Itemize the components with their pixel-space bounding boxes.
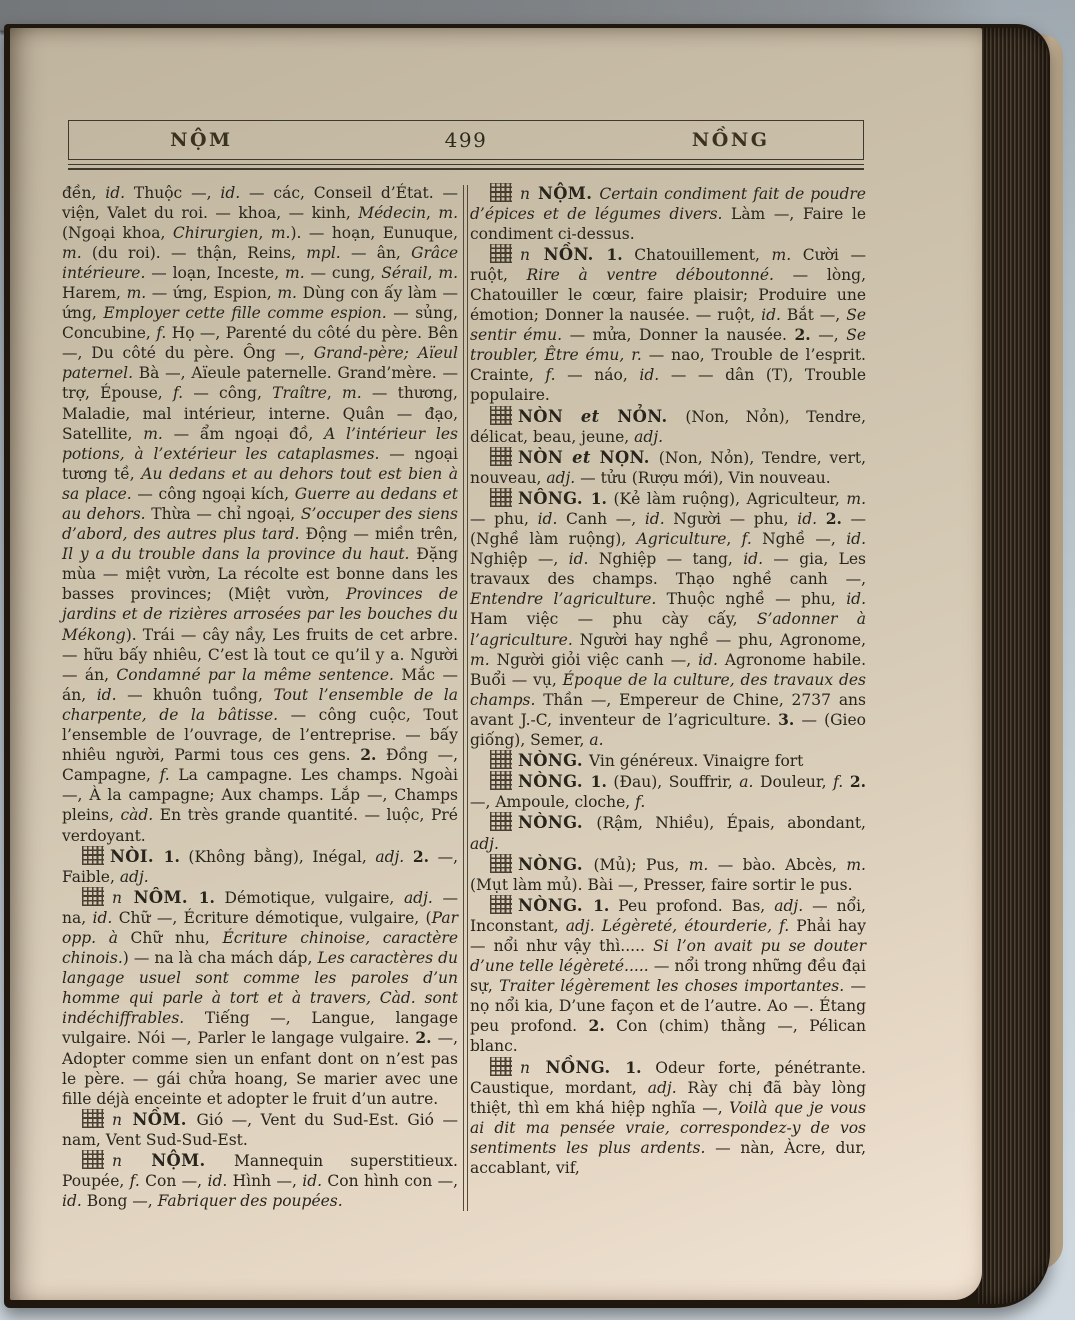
nom-marker: n bbox=[112, 888, 132, 907]
text-run: —, Ampoule, cloche, bbox=[470, 793, 636, 812]
text-run: Médecin bbox=[358, 203, 427, 222]
hanzi-character bbox=[490, 812, 512, 831]
dictionary-entry bbox=[62, 1109, 458, 1150]
text-run: f. bbox=[156, 324, 167, 343]
text-run: id. bbox=[96, 685, 117, 704]
text-run: Nghiệp —, bbox=[470, 550, 569, 569]
text-run: — công cuộc, Tout l’ensemble de l’ouvrage, de l’entreprise. — bấy nhiêu người, Parmi tous ces gens. bbox=[62, 705, 458, 765]
text-run: 1. bbox=[606, 244, 623, 264]
text-run: S’occuper des siens d’abord, des autres plus tard. bbox=[62, 505, 458, 544]
text-run: m. bbox=[846, 855, 866, 874]
text-run: — gia, Les travaux des champs. Thạo nghề canh —, bbox=[470, 550, 867, 589]
text-run: m. bbox=[285, 263, 305, 282]
text-run: id. bbox=[846, 530, 866, 549]
text-run: 1. bbox=[593, 895, 610, 915]
headword bbox=[518, 489, 591, 508]
text-run: 1. bbox=[163, 846, 180, 866]
text-run: — công ngoại kích, bbox=[131, 484, 295, 503]
text-run: id. bbox=[92, 908, 113, 927]
text-run: Người — phu, bbox=[664, 510, 798, 528]
text-run: Employer cette fille comme espion. bbox=[103, 304, 387, 323]
text-run: et bbox=[580, 406, 600, 426]
text-run bbox=[409, 344, 418, 362]
text-run: (Mủ); Pus, bbox=[593, 855, 689, 874]
text-run: S’adonner à l’agriculture. bbox=[470, 610, 866, 649]
text-run: — tửu (Rượu mới), Vin nouveau. bbox=[575, 468, 831, 487]
text-run: adj. bbox=[774, 896, 804, 915]
headword bbox=[132, 1110, 196, 1129]
text-run: , bbox=[426, 203, 439, 222]
text-run: f. bbox=[833, 773, 844, 792]
text-run: Condamné par la même sentence. bbox=[116, 665, 394, 684]
continuation-paragraph bbox=[62, 183, 458, 846]
text-run: 3. bbox=[778, 709, 795, 729]
entry-body bbox=[62, 889, 458, 1108]
text-run: Đồng —, Campagne, bbox=[62, 746, 458, 785]
text-run: — nổi trong những đều đại sự, bbox=[470, 957, 866, 996]
text-run: 2. bbox=[415, 1028, 432, 1048]
headword bbox=[546, 1058, 626, 1077]
text-run: — bào. Abcès, bbox=[708, 855, 847, 874]
entry-body bbox=[62, 184, 458, 845]
text-run: — ứng, Espion, bbox=[146, 283, 278, 302]
text-run: — thương, Maladie, mal intérieur, interne. Quân — đạo, Satellite, bbox=[62, 384, 458, 443]
text-run: NÒI. bbox=[110, 846, 164, 866]
dictionary-entry bbox=[62, 846, 458, 887]
dictionary-entry bbox=[470, 895, 866, 1057]
text-run: Odeur forte, pénétrante. Caustique, mordant, bbox=[470, 1058, 866, 1097]
text-run: Gió —, Vent du Sud-Est. Gió — nam, Vent Sud-Sud-Est. bbox=[62, 1110, 458, 1149]
text-run: m. bbox=[688, 855, 709, 874]
nom-marker: n bbox=[520, 245, 542, 264]
text-run: f. bbox=[129, 1172, 140, 1191]
text-run: Mắc — án, bbox=[62, 665, 458, 704]
headword bbox=[544, 245, 607, 264]
text-run: Tout l’ensemble de la charpente, de la bâtisse. bbox=[62, 685, 459, 724]
headword bbox=[134, 888, 199, 907]
text-run: — náo, bbox=[555, 366, 640, 385]
entry-body bbox=[470, 246, 866, 405]
text-run: Fabriquer des poupées. bbox=[157, 1192, 343, 1211]
entry-body bbox=[470, 490, 866, 749]
text-run: — các, Conseil d’État. — viện, Valet du roi. — khoa, — kinh, bbox=[62, 183, 459, 222]
text-columns bbox=[62, 183, 868, 1212]
headword bbox=[518, 896, 593, 915]
text-run bbox=[404, 848, 413, 866]
text-run: ) — na là cha mách dáp, bbox=[122, 949, 318, 968]
text-run: Il y a du trouble dans la province du haut. bbox=[62, 545, 410, 564]
text-run: Người hay nghề — phu, Agronome, bbox=[572, 630, 866, 649]
text-run: Se troubler, Être ému, r. bbox=[470, 326, 866, 365]
text-run: Si l’on avait pu se douter d’une telle légèreté..... bbox=[470, 936, 866, 976]
text-run: đền, bbox=[62, 183, 106, 202]
text-run: f. bbox=[741, 530, 752, 549]
text-run: Certain condiment fait de poudre d’épices et de légumes divers. bbox=[470, 184, 866, 223]
hanzi-character bbox=[82, 1109, 104, 1128]
text-run: f. bbox=[172, 384, 184, 403]
text-run: NÒN bbox=[518, 406, 581, 426]
text-run: Démotique, vulgaire, bbox=[214, 888, 404, 907]
hanzi-character bbox=[490, 406, 512, 425]
column-divider bbox=[463, 185, 468, 1212]
text-run: Thuộc —, bbox=[125, 183, 221, 202]
text-run: NÒNG. bbox=[518, 772, 591, 792]
text-run: id. bbox=[537, 510, 558, 528]
text-run: — loạn, Inceste, bbox=[145, 263, 286, 282]
text-run: adj. bbox=[647, 1078, 677, 1097]
hanzi-character bbox=[490, 771, 512, 790]
text-run: Voilà que je vous ai dit ma pensée vraie, correspondez-y de vos sentiments les plus ardents. bbox=[470, 1098, 866, 1157]
text-run: 1. bbox=[198, 887, 215, 907]
text-run: Par opp. à bbox=[62, 908, 458, 947]
text-run: — — dân (T), Trouble populaire. bbox=[470, 366, 866, 405]
text-run: Dùng con ấy làm — ứng, bbox=[62, 283, 458, 323]
text-run: Les caractères du langage usuel sont comme les paroles d’un homme qui parle à tort et à travers, Càd. sont indéchiffrables. bbox=[62, 949, 458, 1028]
text-run: Chatouillement, bbox=[622, 245, 772, 264]
text-run: — công, bbox=[183, 384, 273, 403]
text-run: Con (chim) thằng —, Pélican blanc. bbox=[470, 1017, 867, 1056]
text-run: Époque de la culture, des travaux des champs. bbox=[470, 670, 867, 709]
text-run: NỘM. bbox=[151, 1151, 235, 1170]
text-run: — ân, bbox=[340, 243, 412, 262]
text-run: m. bbox=[143, 424, 163, 443]
text-run: NÒN bbox=[518, 447, 573, 467]
text-run: , bbox=[726, 530, 742, 549]
text-run: f. bbox=[635, 793, 646, 812]
text-run: NÔNG. bbox=[518, 488, 591, 508]
text-run: 2. bbox=[588, 1016, 605, 1036]
text-run: adj. bbox=[470, 834, 499, 853]
headword bbox=[538, 184, 599, 203]
text-run: , bbox=[258, 223, 271, 242]
text-run: id. bbox=[220, 183, 241, 202]
text-run: , bbox=[427, 263, 439, 282]
text-run: Vin généreux. Vinaigre fort bbox=[589, 752, 804, 771]
text-run: — lòng, Chatouiller le cœur, faire plaisir; Produire une émotion; Donner la nausée. — ruột, bbox=[470, 265, 866, 325]
text-run: a. bbox=[589, 731, 604, 750]
text-run: NÒNG. bbox=[518, 751, 590, 771]
text-run: Họ —, Parenté du côté du père. Bên —, Du côté du père. Ông —, bbox=[62, 324, 458, 363]
dictionary-entry bbox=[470, 1057, 866, 1179]
text-run: id. bbox=[761, 306, 781, 325]
dictionary-entry bbox=[470, 447, 866, 488]
text-run: Cười — ruột, bbox=[470, 245, 866, 284]
page-fore-edge bbox=[978, 28, 1048, 1304]
text-run: adj. bbox=[403, 888, 433, 907]
text-run: id. bbox=[207, 1172, 228, 1191]
text-run: NỒNG. bbox=[545, 1057, 626, 1077]
text-run: —, Faible, bbox=[62, 847, 458, 886]
text-run: NỒN. bbox=[543, 244, 607, 264]
text-run: En très grande quantité. — luộc, Pré verdoyant. bbox=[62, 806, 458, 845]
text-run: NỘM. bbox=[537, 183, 600, 203]
nom-marker: n bbox=[112, 1110, 131, 1129]
text-run: — khuôn tuồng, bbox=[116, 685, 274, 704]
header-rule bbox=[68, 164, 864, 170]
text-run: m. bbox=[846, 489, 866, 508]
text-run: (Không bằng), Inégal, bbox=[179, 847, 376, 866]
text-run: Rire à ventre déboutonné. bbox=[526, 265, 774, 284]
text-run: — ngoại tương tề, bbox=[62, 444, 458, 483]
text-run: Grand-père; bbox=[313, 344, 409, 363]
text-run: NÒNG. bbox=[518, 813, 597, 833]
text-run: m. bbox=[470, 650, 490, 669]
text-run: (Non, Nỏn), Tendre, vert, nouveau, bbox=[470, 448, 867, 487]
text-run: adj. bbox=[565, 916, 595, 935]
text-run: — nọ nổi kia, D’une façon et de l’autre. Ao —. Étang peu profond. bbox=[470, 977, 866, 1036]
text-run: Đặng mùa — miệt vườn, La récolte est bonne dans les basses provinces; (Miệt vườn, bbox=[62, 545, 458, 604]
running-head-box bbox=[68, 120, 864, 160]
headword bbox=[518, 751, 589, 770]
headword bbox=[518, 448, 659, 467]
text-run: id. bbox=[302, 1172, 323, 1191]
text-run: Peu profond. Bas, bbox=[609, 896, 775, 915]
text-run: Provinces de jardins et de rizières arrosées par les bouches du Mékong bbox=[62, 585, 458, 644]
text-run bbox=[817, 510, 826, 528]
text-run: id. bbox=[846, 590, 866, 609]
text-run: — cung, bbox=[304, 263, 382, 282]
left-column bbox=[62, 183, 458, 1212]
text-run: Bắt —, bbox=[780, 306, 847, 325]
text-run: Hình —, bbox=[227, 1172, 303, 1191]
text-run: La campagne. Les champs. Ngoài —, À la campagne; Aux champs. Lắp —, Champs pleins, bbox=[62, 766, 458, 825]
text-run: Ham việc — phu cày cấy, bbox=[470, 610, 757, 629]
text-run: id. bbox=[568, 550, 589, 569]
text-run: Agronome habile. Buổi — vụ, bbox=[470, 650, 866, 689]
text-run: id. bbox=[797, 510, 818, 528]
text-run: Thừa — chỉ ngoại, bbox=[145, 505, 301, 523]
nom-marker: n bbox=[520, 1058, 544, 1077]
text-run: f. bbox=[159, 766, 170, 785]
text-run: (Non, Nỏn), Tendre, délicat, beau, jeune, bbox=[470, 407, 867, 446]
text-run: Bong —, bbox=[81, 1192, 158, 1211]
text-run: — mửa, Donner la nausée. bbox=[562, 326, 795, 345]
text-run: Chữ nhu, bbox=[117, 928, 223, 947]
text-run: Mannequin superstitieux. Poupée, bbox=[62, 1152, 458, 1191]
text-run: (Rậm, Nhiều), Épais, abondant, bbox=[596, 814, 866, 833]
text-run: 1. bbox=[590, 772, 607, 792]
text-run: 2. bbox=[849, 772, 866, 792]
dictionary-entry bbox=[470, 183, 866, 244]
hanzi-character bbox=[490, 183, 512, 202]
text-run: 2. bbox=[412, 846, 429, 866]
dictionary-entry bbox=[470, 750, 866, 771]
hanzi-character bbox=[82, 1150, 104, 1169]
text-run: — sủng, Concubine, bbox=[62, 304, 459, 343]
hanzi-character bbox=[82, 887, 104, 906]
text-run: Chirurgien bbox=[172, 223, 259, 242]
text-run: f. bbox=[779, 916, 790, 935]
text-run: ). Trái — cây nầy, Les fruits de cet arbre. — hữu bấy nhiêu, C’est là tout ce qu’il y a. Người — án, bbox=[62, 625, 458, 684]
text-run: Se sentir ému. bbox=[470, 306, 866, 345]
text-run: Làm —, Faire le condiment ci-dessus. bbox=[470, 204, 867, 243]
text-run: — nao, Trouble de l’esprit. Crainte, bbox=[470, 346, 866, 385]
dictionary-entry bbox=[470, 406, 866, 447]
headword bbox=[518, 855, 593, 874]
hanzi-character bbox=[490, 244, 512, 263]
hanzi-character bbox=[82, 846, 104, 865]
text-run: Tiếng —, Langue, langage vulgaire. Nói —, Parler le langage vulgaire. bbox=[62, 1009, 458, 1048]
headword bbox=[518, 407, 685, 426]
text-run: adj. bbox=[546, 468, 576, 487]
text-run: id. bbox=[698, 650, 718, 669]
text-run bbox=[843, 773, 850, 791]
text-run: càd. bbox=[120, 806, 154, 825]
text-run: Légèreté, étourderie, bbox=[601, 916, 772, 935]
entry-body bbox=[470, 897, 866, 1056]
text-run: (Kẻ làm ruộng), Agriculteur, bbox=[606, 489, 847, 508]
dictionary-entry bbox=[470, 771, 866, 812]
text-run: Thần —, Empereur de Chine, 2737 ans avant J.-C, inventeur de l’agriculture. bbox=[470, 690, 866, 729]
text-run: , bbox=[326, 384, 343, 403]
text-run bbox=[595, 917, 602, 935]
text-run: id. bbox=[644, 510, 665, 528]
text-run: m. bbox=[771, 245, 792, 264]
text-run: Động — miền trên, bbox=[299, 525, 458, 544]
text-run: m. bbox=[438, 203, 458, 222]
text-run: (du roi). — thận, Reins, bbox=[81, 243, 307, 262]
text-run: 1. bbox=[590, 488, 607, 508]
text-run: (Mụt làm mủ). Bài —, Presser, faire sortir le pus. bbox=[470, 875, 853, 894]
text-run: et bbox=[572, 447, 591, 467]
hanzi-character bbox=[490, 895, 512, 914]
text-run: m. bbox=[277, 283, 297, 302]
text-run: —, bbox=[810, 326, 847, 345]
text-run: NÔM. bbox=[133, 887, 199, 907]
dictionary-entry bbox=[470, 244, 866, 406]
text-run: A l’intérieur les potions, à l’extérieur les cataplasmes. bbox=[62, 424, 458, 463]
text-run: Con —, bbox=[139, 1172, 208, 1191]
right-column bbox=[470, 183, 866, 1212]
text-run: adj. bbox=[119, 867, 149, 886]
text-run: Harem, bbox=[62, 283, 127, 302]
hanzi-character bbox=[490, 854, 512, 873]
text-run: — phu, bbox=[470, 510, 538, 528]
text-run: Traiter légèrement les choses importantes. bbox=[499, 977, 845, 996]
page-content bbox=[62, 120, 868, 1211]
text-run: f. bbox=[545, 366, 556, 385]
text-run: id. bbox=[62, 1192, 82, 1211]
text-run: Sérail bbox=[381, 263, 428, 282]
running-head-right: NỒNG bbox=[691, 129, 770, 151]
text-run: — nàn, Àcre, dur, accablant, vif, bbox=[470, 1138, 866, 1177]
entry-body bbox=[589, 752, 803, 770]
dictionary-page bbox=[10, 28, 982, 1300]
text-run: Grâce intérieure. bbox=[62, 243, 458, 282]
text-run: — ẩm ngoại đồ, bbox=[162, 424, 325, 443]
text-run: Nghề —, bbox=[751, 530, 847, 549]
dictionary-entry bbox=[62, 887, 458, 1109]
text-run: m. bbox=[342, 384, 362, 403]
text-run: Douleur, bbox=[753, 773, 834, 792]
hanzi-character bbox=[490, 447, 512, 466]
text-run: Aïeul paternel. bbox=[62, 344, 458, 383]
text-run: — (Nghề làm ruộng), bbox=[470, 510, 867, 549]
text-run: 2. bbox=[825, 509, 842, 528]
text-run: Au dedans et au dehors tout est bien à sa place. bbox=[62, 464, 458, 503]
dictionary-entry bbox=[470, 854, 866, 895]
text-run: (Ngoại khoa, bbox=[62, 223, 173, 242]
headword bbox=[151, 1151, 234, 1170]
text-run: Con hình con —, bbox=[322, 1172, 458, 1191]
text-run: ). — hoạn, Eunuque, bbox=[290, 223, 458, 242]
text-run: adj. bbox=[375, 847, 405, 866]
book-block bbox=[4, 24, 1050, 1308]
text-run: Traître bbox=[272, 384, 327, 403]
text-run: id. bbox=[105, 183, 126, 202]
text-run: Nghiệp — tang, bbox=[588, 550, 744, 569]
hanzi-character bbox=[490, 750, 512, 769]
text-run: 2. bbox=[794, 325, 811, 345]
text-run: mpl. bbox=[306, 243, 341, 262]
nom-marker: n bbox=[520, 184, 536, 203]
text-run: Entendre l’agriculture. bbox=[470, 590, 657, 609]
text-run: 1. bbox=[625, 1057, 642, 1077]
dictionary-entry bbox=[470, 812, 866, 853]
text-run: Écriture chinoise, caractère chinois. bbox=[62, 928, 458, 968]
dictionary-entry bbox=[470, 488, 866, 750]
dictionary-entry bbox=[62, 1150, 458, 1211]
headword bbox=[518, 813, 596, 832]
running-head-left: NỘM bbox=[170, 129, 233, 151]
text-run: m. bbox=[438, 263, 459, 282]
text-run: — nổi, Inconstant, bbox=[470, 896, 866, 935]
text-run: NỒM. bbox=[132, 1109, 197, 1129]
text-run: Thuộc nghề — phu, bbox=[656, 590, 847, 609]
text-run: — (Gieo giống), Semer, bbox=[470, 710, 866, 750]
text-run: a. bbox=[739, 773, 754, 792]
nom-marker: n bbox=[112, 1152, 150, 1170]
text-run: Phải hay — nổi như vậy thì..... bbox=[470, 916, 866, 955]
text-run: NỌN. bbox=[590, 447, 659, 467]
text-run: NÒNG. bbox=[518, 895, 594, 915]
text-run: NỎN. bbox=[599, 406, 686, 426]
text-run: Người giỏi việc canh —, bbox=[489, 650, 699, 669]
text-run: NÒNG. bbox=[518, 854, 594, 874]
text-run: Canh —, bbox=[557, 510, 645, 528]
text-run: Guerre au dedans et au dehors. bbox=[62, 484, 458, 523]
text-run: — na, bbox=[62, 888, 458, 927]
text-run: id. bbox=[743, 550, 763, 569]
hanzi-character bbox=[490, 488, 512, 507]
headword bbox=[518, 772, 591, 791]
text-run: id. bbox=[639, 366, 660, 385]
text-run: —, Adopter comme sien un enfant dont on n’est pas le père. — gái chửa hoang, Se marier avec une fille déjà enceinte et adopter le fruit d’un autre. bbox=[62, 1029, 458, 1108]
page-number: 499 bbox=[444, 128, 488, 152]
text-run: adj. bbox=[634, 427, 664, 446]
text-run: Agriculture bbox=[636, 530, 727, 549]
text-run: Chữ —, Écriture démotique, vulgaire, ( bbox=[112, 908, 432, 927]
text-run: m. bbox=[62, 243, 82, 262]
text-run: m. bbox=[126, 283, 147, 302]
text-run: m. bbox=[270, 223, 291, 242]
text-run: Bà —, Aïeule paternelle. Grand’mère. — trợ, Épouse, bbox=[62, 364, 458, 403]
text-run: 2. bbox=[360, 745, 377, 765]
text-run: (Đau), Souffrir, bbox=[606, 773, 740, 792]
text-run: Rày chị đã bày lòng thiệt, thì em khá hiệp nghĩa —, bbox=[470, 1078, 867, 1117]
headword bbox=[110, 847, 164, 866]
hanzi-character bbox=[490, 1057, 512, 1076]
